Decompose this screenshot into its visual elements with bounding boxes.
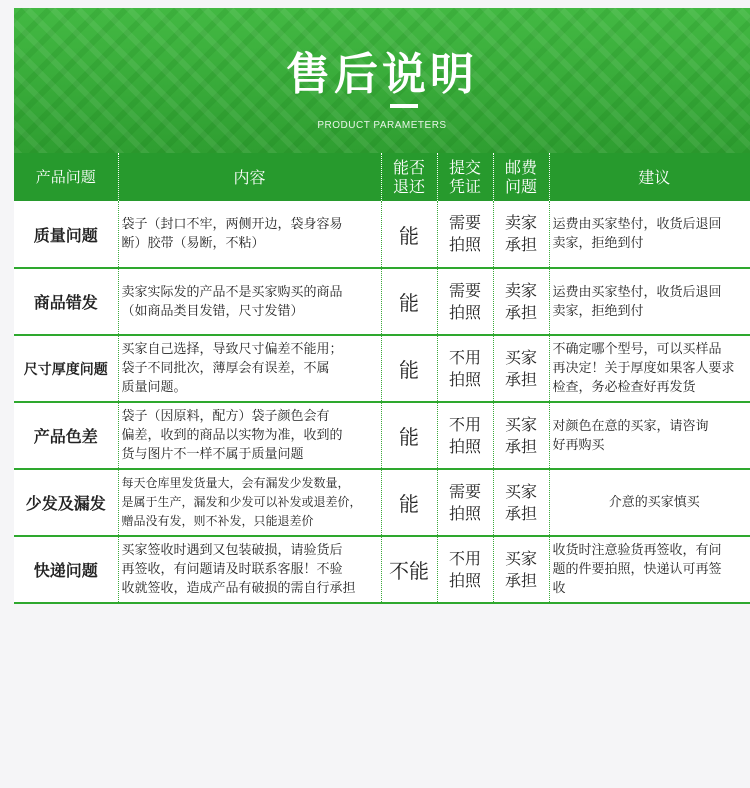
advice-line: 再决定！关于厚度如果客人要求 [552,361,735,376]
content-cell [118,335,381,402]
content-line: 买家签收时遇到又包装破损，请验货后 [121,543,343,558]
postage-line: 买家 [504,548,537,568]
page-subtitle: PRODUCT PARAMETERS [317,120,447,131]
issue-cell: 少发及漏发 [14,469,118,536]
advice-line: 介意的买家慎买 [608,495,700,510]
proof-cell [437,268,493,335]
proof-line: 需要 [448,481,481,501]
advice-cell [549,335,750,402]
content-line: 赠品没有发，则不补发，只能退差价 [121,514,314,528]
postage-line: 承担 [504,436,537,456]
table-row [14,268,750,335]
title-banner [14,8,750,153]
content-line: 是属于生产，漏发和少发可以补发或退差价， [121,495,362,509]
proof-line: 拍照 [448,369,481,389]
proof-line: 需要 [448,280,481,300]
postage-line: 承担 [504,369,537,389]
advice-line: 好再购买 [552,437,605,453]
header-advice: 建议 [549,153,750,201]
postage-line: 承担 [504,570,537,590]
refundable-cell: 能 [381,201,437,268]
postage-line: 卖家 [504,213,537,232]
content-line: 再签收，有问题请及时联系客服！不验 [121,562,343,577]
content-line: 袋子（封口不牢，两侧开边，袋身容易 [121,217,343,232]
table-row [14,201,750,268]
postage-cell [493,536,549,603]
content-line: 偏差，收到的商品以实物为准，收到的 [121,428,343,443]
postage-cell [493,201,549,268]
after-sales-table [14,153,750,604]
proof-line: 不用 [448,548,481,568]
postage-line: 承担 [504,503,537,523]
content-line: 每天仓库里发货量大，会有漏发少发数量， [121,476,350,490]
refundable-cell: 不能 [381,536,437,603]
proof-line: 拍照 [448,302,481,322]
content-line: （如商品类目发错，尺寸发错） [121,303,304,319]
proof-cell [437,536,493,603]
page-title: 售后说明 [286,49,478,100]
advice-line: 收 [552,581,566,596]
proof-cell [437,469,493,536]
content-cell [118,268,381,335]
table-row [14,469,750,536]
postage-line: 承担 [504,235,537,254]
advice-line: 运费由买家垫付，收货后退回 [552,284,722,300]
proof-line: 需要 [448,213,481,232]
proof-line: 拍照 [448,436,481,456]
advice-cell [549,402,750,469]
postage-line: 买家 [504,347,537,367]
content-line: 袋子（因原料，配方）袋子颜色会有 [121,409,330,424]
header-issue: 产品问题 [14,153,118,201]
table-row [14,335,750,402]
header-content: 内容 [118,153,381,201]
content-line: 卖家实际发的产品不是买家购买的商品 [121,284,343,300]
advice-line: 收货时注意验货再签收，有问 [552,543,722,558]
issue-cell: 质量问题 [14,201,118,268]
refundable-cell: 能 [381,335,437,402]
postage-line: 买家 [504,414,537,434]
postage-line: 买家 [504,481,537,501]
postage-cell [493,268,549,335]
advice-cell [549,536,750,603]
refundable-cell: 能 [381,402,437,469]
content-line: 质量问题。 [121,380,187,395]
header-refundable: 能否 退还 [381,153,437,201]
table-header-row [14,153,750,201]
advice-line: 题的件要拍照，快递认可再签 [552,562,722,577]
header-proof: 提交 凭证 [437,153,493,201]
advice-cell [549,469,750,536]
content-line: 收就签收，造成产品有破损的需自行承担 [121,581,356,596]
title-underline [390,104,418,108]
issue-cell: 商品错发 [14,268,118,335]
advice-line: 卖家，拒绝到付 [552,303,644,319]
content-cell [118,402,381,469]
table-row [14,402,750,469]
proof-line: 拍照 [448,570,481,590]
content-cell [118,201,381,268]
postage-line: 承担 [504,302,537,322]
postage-cell [493,335,549,402]
content-line: 断）胶带（易断，不粘） [121,236,265,251]
advice-cell [549,201,750,268]
proof-cell [437,335,493,402]
content-line: 买家自己选择，导致尺寸偏差不能用； [121,342,343,357]
content-line: 货与图片不一样不属于质量问题 [121,447,304,462]
proof-line: 不用 [448,414,481,434]
advice-line: 卖家，拒绝到付 [552,236,644,251]
advice-cell [549,268,750,335]
postage-cell [493,469,549,536]
advice-line: 不确定哪个型号，可以买样品 [552,342,722,357]
refundable-cell: 能 [381,268,437,335]
issue-cell: 快递问题 [14,536,118,603]
proof-line: 不用 [448,347,481,367]
proof-line: 拍照 [448,503,481,523]
header-postage: 邮费 问题 [493,153,549,201]
advice-line: 检查，务必检查好再发货 [552,380,696,395]
issue-cell: 尺寸厚度问题 [14,335,118,402]
table-row [14,536,750,603]
proof-cell [437,201,493,268]
proof-cell [437,402,493,469]
proof-line: 拍照 [448,235,481,254]
content-cell [118,536,381,603]
refundable-cell: 能 [381,469,437,536]
content-cell [118,469,381,536]
content-line: 袋子不同批次，薄厚会有误差，不属 [121,361,330,376]
advice-line: 对颜色在意的买家，请咨询 [552,418,709,434]
postage-cell [493,402,549,469]
advice-line: 运费由买家垫付，收货后退回 [552,217,722,232]
postage-line: 卖家 [504,280,537,300]
issue-cell: 产品色差 [14,402,118,469]
